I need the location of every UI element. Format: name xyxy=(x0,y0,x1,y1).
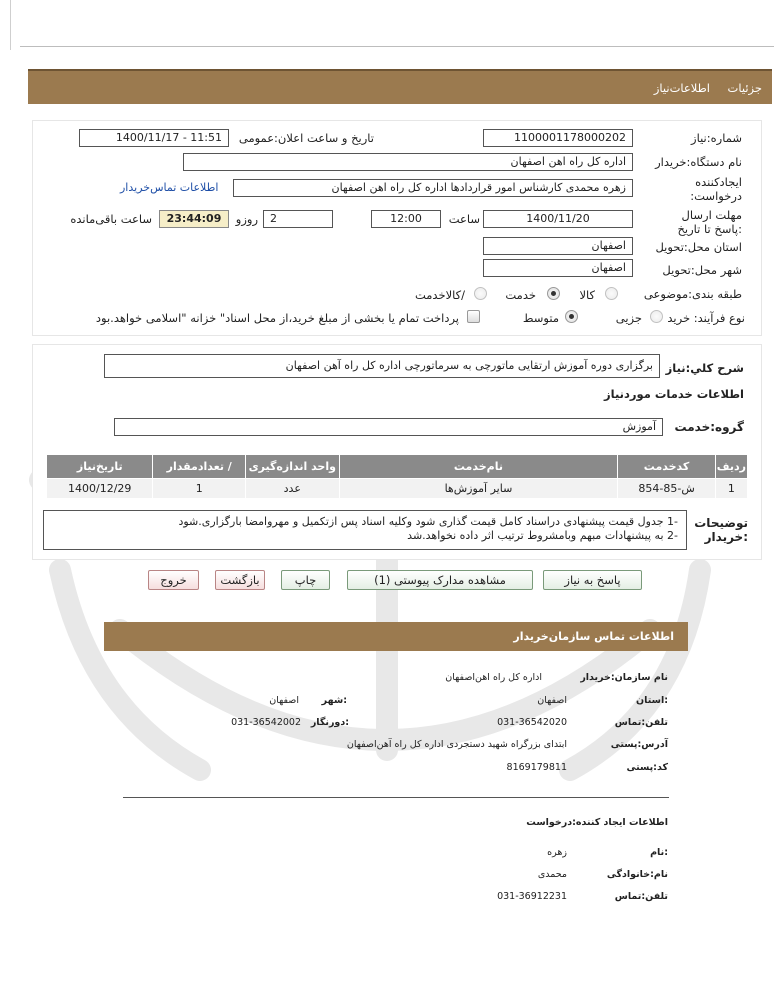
tab-bar xyxy=(28,69,772,104)
send-deadline-label: مهلت ارسال :پاسخ تا تاریخ xyxy=(677,208,742,236)
fax-label: :دورنگار xyxy=(310,717,349,728)
cell-need-date: 1400/12/29 xyxy=(47,479,153,499)
summary-field: برگزاری دوره آموزش ارتقایی ماتورچی به سرماتورچی اداره کل راه آهن اصفهان xyxy=(104,354,660,378)
col-service-name: نام‌خدمت xyxy=(339,455,618,479)
province-contact-label: :استان xyxy=(636,695,668,706)
services-title: اطلاعات خدمات موردنیاز xyxy=(604,387,744,401)
remaining-label: ساعت باقی‌مانده xyxy=(70,212,152,226)
col-unit: واحد اندازه‌گیری xyxy=(246,455,340,479)
address-label: آدرس:پستی xyxy=(610,739,668,750)
category-radio-goods[interactable] xyxy=(605,287,618,300)
province-field: اصفهان xyxy=(483,237,633,255)
deadline-time-field: 12:00 xyxy=(371,210,441,228)
cell-service-name: سایر آموزش‌ها xyxy=(339,479,618,499)
process-option-medium: متوسط xyxy=(522,311,559,325)
cell-row-number: 1 xyxy=(715,479,747,499)
exit-button[interactable]: خروج xyxy=(148,570,199,590)
back-button[interactable]: بازگشت xyxy=(215,570,265,590)
cell-service-code: ش-85-854 xyxy=(618,479,715,499)
group-label: گروه:خدمت xyxy=(674,420,744,434)
province-contact-value: اصفهان xyxy=(537,695,567,706)
days-field: 2 xyxy=(263,210,333,228)
buyer-org-field: اداره کل راه اهن اصفهان xyxy=(183,153,633,171)
fax-value: 031-36542002 xyxy=(231,717,301,728)
tab-need-info[interactable]: اطلاعات‌نیاز xyxy=(653,81,710,95)
services-table xyxy=(46,454,748,499)
table-row xyxy=(47,479,748,499)
col-need-date: تاریخ‌نیاز xyxy=(47,455,153,479)
payment-note: پرداخت تمام یا بخشی از مبلغ خرید،از محل اسناد" خزانه "اسلامی خواهد.بود xyxy=(95,311,459,325)
city-label: شهر محل:تحویل xyxy=(662,263,742,277)
postal-code-value: 8169179811 xyxy=(506,762,567,773)
col-quantity: / تعدادمقدار xyxy=(153,455,246,479)
need-number-field: 1100001178000202 xyxy=(483,129,633,147)
buyer-contact-header xyxy=(104,622,688,651)
category-radio-service[interactable] xyxy=(547,287,560,300)
category-label: طبقه بندی:موضوعی xyxy=(643,287,742,301)
creator-field: زهره محمدی کارشناس امور قراردادها اداره کل راه اهن اصفهان xyxy=(233,179,633,197)
section-divider xyxy=(123,797,669,798)
creator-phone-label: تلفن:تماس xyxy=(614,891,668,902)
city-contact-label: :شهر xyxy=(321,695,347,706)
col-service-code: کدخدمت xyxy=(618,455,715,479)
category-option-goods: کالا xyxy=(579,288,595,302)
buyer-contact-header-title: اطلاعات تماس سازمان‌خریدار xyxy=(513,630,674,643)
creator-phone-value: 031-36912231 xyxy=(497,891,567,902)
time-label: ساعت xyxy=(448,212,480,226)
buyer-note-line-2: -2 به پیشنهادات مبهم وبامشروط ترتیب اثر داده نخواهد.شد xyxy=(407,529,678,542)
announce-datetime-field: 1400/11/17 - 11:51 xyxy=(79,129,229,147)
city-field: اصفهان xyxy=(483,259,633,277)
province-label: استان محل:تحویل xyxy=(655,240,742,254)
table-header-row xyxy=(47,455,748,479)
creator-name-value: زهره xyxy=(547,847,567,858)
group-field: آموزش xyxy=(114,418,663,436)
day-label: روزو xyxy=(235,212,258,226)
tab-details[interactable]: جزئیات xyxy=(727,81,762,95)
org-name-label: نام سازمان:خریدار xyxy=(580,672,668,683)
buyer-note-line-1: -1 جدول قیمت پیشنهادی دراسناد کامل قیمت گذاری شود وکلیه اسناد پس ازتکمیل و مهروامضا بارگزاری.شود xyxy=(178,515,678,528)
process-label: نوع فرآیند: خرید xyxy=(667,311,745,325)
phone-label: تلفن:تماس xyxy=(614,717,668,728)
phone-value: 031-36542020 xyxy=(497,717,567,728)
postal-code-label: کد:پستی xyxy=(626,762,668,773)
address-value: ابتدای بزرگراه شهید دستجردی اداره کل راه آهن‌اصفهان xyxy=(346,739,567,750)
process-radio-minor[interactable] xyxy=(650,310,663,323)
print-button[interactable]: چاپ xyxy=(281,570,330,590)
summary-label: شرح کلي:نیاز xyxy=(665,361,744,375)
creator-info-title: اطلاعات ایجاد کننده:درخواست xyxy=(526,817,668,828)
cell-quantity: 1 xyxy=(153,479,246,499)
buyer-contact-link[interactable]: اطلاعات تماس‌خریدار xyxy=(120,181,219,194)
creator-name-label: :نام xyxy=(650,847,668,858)
category-radio-goods-service[interactable] xyxy=(474,287,487,300)
frame-line xyxy=(10,0,11,50)
need-number-label: شماره:نیاز xyxy=(691,131,742,145)
process-radio-medium[interactable] xyxy=(565,310,578,323)
top-divider xyxy=(20,46,774,47)
buyer-notes-box xyxy=(43,510,687,550)
view-attachments-button[interactable]: مشاهده مدارک پیوستی (1) xyxy=(347,570,533,590)
reply-button[interactable]: پاسخ به نیاز xyxy=(543,570,642,590)
category-option-service: خدمت xyxy=(505,288,536,302)
col-row-number: ردیف xyxy=(715,455,747,479)
treasury-payment-checkbox[interactable] xyxy=(467,310,480,323)
cell-unit: عدد xyxy=(246,479,340,499)
remaining-timer: 23:44:09 xyxy=(159,210,229,228)
org-name-value: اداره کل راه اهن‌اصفهان xyxy=(445,672,542,683)
announce-datetime-label: تاریخ و ساعت اعلان:عمومی xyxy=(238,131,374,145)
deadline-date-field: 1400/11/20 xyxy=(483,210,633,228)
process-option-minor: جزیی xyxy=(615,311,642,325)
creator-family-label: نام:خانوادگی xyxy=(606,869,668,880)
creator-family-value: محمدی xyxy=(537,869,567,880)
buyer-notes-label: توضیحات :خریدار xyxy=(694,516,748,544)
city-contact-value: اصفهان xyxy=(269,695,299,706)
buyer-org-label: نام دستگاه:خریدار xyxy=(655,155,742,169)
category-option-goods-service: /کالاخدمت xyxy=(414,288,465,302)
creator-label: ایجادکننده درخواست: xyxy=(690,175,742,203)
